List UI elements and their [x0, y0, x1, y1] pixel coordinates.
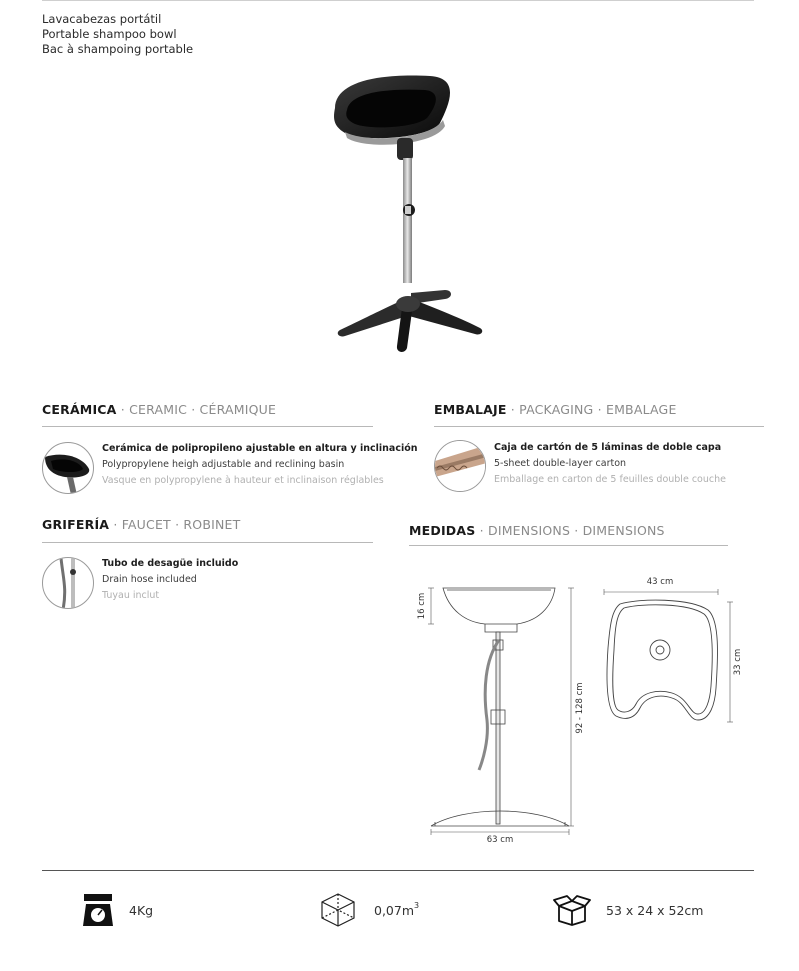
faucet-heading-sub: · FAUCET · ROBINET — [109, 517, 241, 532]
scale-icon — [82, 893, 114, 927]
product-image — [325, 68, 490, 363]
volume-exponent: 3 — [414, 901, 420, 910]
faucet-rule — [42, 542, 373, 543]
faucet-heading-main: GRIFERÍA — [42, 517, 110, 532]
dimensions-heading-main: MEDIDAS — [409, 523, 476, 538]
faucet-line-es: Tubo de desagüe incluido — [102, 558, 239, 569]
packaging-heading-main: EMBALAJE — [434, 402, 507, 417]
top-view-drawing — [600, 588, 740, 728]
bowl-depth-label: 33 cm — [733, 648, 743, 676]
bottom-divider — [42, 870, 754, 871]
ceramic-line-fr: Vasque en polypropylene à hauteur et inclinaison réglables — [102, 475, 384, 486]
product-title — [42, 12, 193, 57]
ceramic-heading-main: CERÁMICA — [42, 402, 117, 417]
packaging-rule — [434, 426, 764, 427]
bowl-thumb-icon — [43, 443, 94, 494]
box-size-value: 53 x 24 x 52cm — [606, 903, 704, 918]
dimensions-heading-sub: · DIMENSIONS · DIMENSIONS — [475, 523, 665, 538]
dimensions-rule — [409, 545, 728, 546]
packaging-line-fr: Emballage en carton de 5 feuilles double couche — [494, 474, 726, 485]
side-view-drawing — [425, 580, 585, 840]
cube-volume-icon — [320, 893, 356, 927]
packaging-heading-sub: · PACKAGING · EMBALAGE — [506, 402, 677, 417]
faucet-heading — [42, 517, 241, 532]
ceramic-description — [102, 441, 418, 489]
packaging-line-en: 5-sheet double-layer carton — [494, 458, 627, 469]
packaging-description — [494, 440, 726, 488]
dimensions-heading — [409, 523, 665, 538]
top-divider — [42, 0, 754, 1]
bowl-width-label: 43 cm — [646, 577, 674, 587]
title-fr: Bac à shampoing portable — [42, 42, 194, 56]
weight-value: 4Kg — [129, 903, 154, 918]
packaging-heading — [434, 402, 677, 417]
ceramic-heading — [42, 402, 276, 417]
bowl-height-label: 16 cm — [417, 592, 427, 620]
title-es: Lavacabezas portátil — [42, 12, 162, 26]
faucet-line-fr: Tuyau inclut — [102, 590, 160, 601]
packaging-line-es: Caja de cartón de 5 láminas de doble capa — [494, 442, 722, 453]
title-en: Portable shampoo bowl — [42, 27, 177, 41]
volume-value — [374, 903, 419, 918]
faucet-description — [102, 556, 238, 604]
box-icon — [553, 894, 591, 926]
ceramic-thumbnail — [42, 442, 94, 494]
ceramic-line-en: Polypropylene heigh adjustable and reclining basin — [102, 459, 345, 470]
base-width-label: 63 cm — [486, 835, 514, 845]
ceramic-rule — [42, 426, 373, 427]
faucet-thumbnail — [42, 557, 94, 609]
hose-thumb-icon — [43, 558, 94, 609]
cardboard-thumb-icon — [435, 441, 486, 492]
faucet-line-en: Drain hose included — [102, 574, 197, 585]
volume-base: 0,07m — [374, 903, 415, 918]
packaging-thumbnail — [434, 440, 486, 492]
ceramic-line-es: Cerámica de polipropileno ajustable en altura y inclinación — [102, 443, 418, 454]
ceramic-heading-sub: · CERAMIC · CÉRAMIQUE — [116, 402, 277, 417]
total-height-label: 92 - 128 cm — [575, 682, 585, 734]
